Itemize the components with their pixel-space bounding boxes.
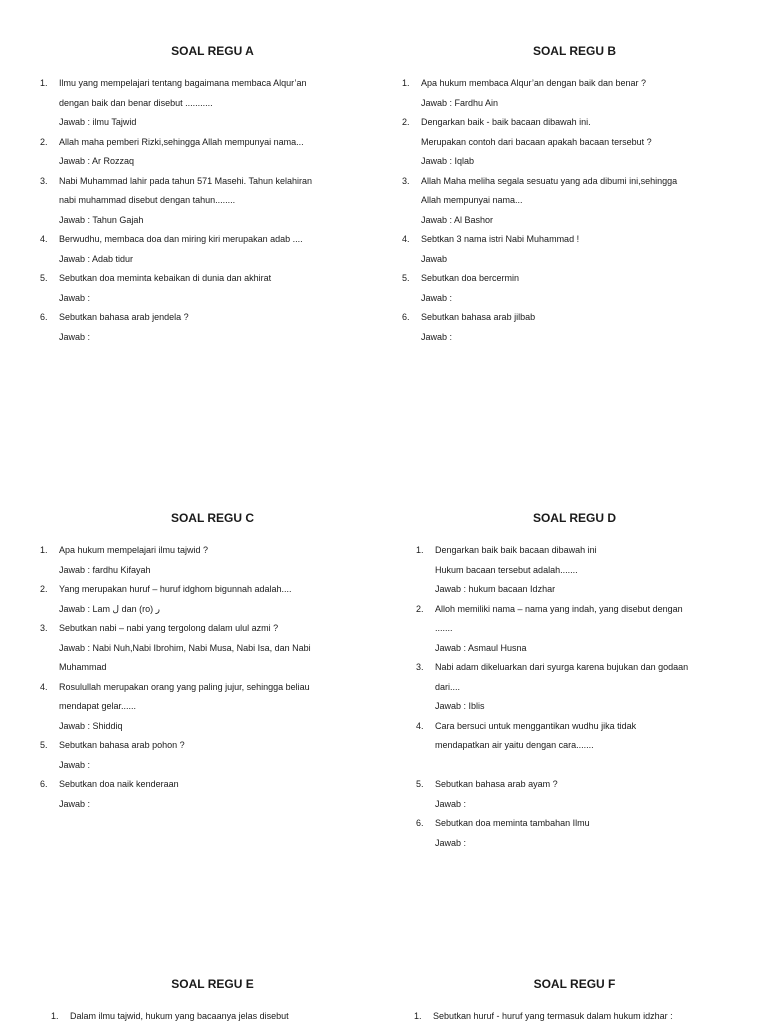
answer-line (40, 250, 385, 270)
section-title: SOAL REGU F (533, 977, 616, 991)
question-line (402, 308, 747, 328)
line-text: Jawab : (59, 292, 91, 303)
answer-line (40, 697, 385, 717)
answer-line (40, 561, 385, 581)
line-text: Allah Maha meliha segala sesuatu yang ada dibumi ini,sehingga (421, 175, 678, 186)
question-number: 4. (416, 720, 424, 731)
question-line (416, 717, 747, 737)
question-line (40, 775, 385, 795)
section-title: SOAL REGU D (532, 511, 617, 525)
question-line (40, 269, 385, 289)
question-number: 3. (40, 623, 48, 633)
line-text: Jawab : Adab tidur (59, 253, 134, 264)
question-number: 2. (40, 584, 48, 594)
answer-line (40, 94, 385, 114)
line-text: Jawab : Tahun Gajah (59, 214, 144, 225)
question-number: 1. (40, 78, 48, 88)
line-text: Jawab (421, 253, 448, 264)
line-text: Jawab : Ar Rozzaq (59, 156, 135, 166)
line-text: Ilmu yang mempelajari tentang bagaimana membaca Alqur’an (59, 78, 307, 88)
section-regu-d (402, 511, 747, 853)
question-number: 4. (40, 234, 48, 244)
line-text: Hukum bacaan tersebut adalah....... (435, 564, 578, 575)
answer-line (416, 580, 747, 600)
answer-line (416, 834, 747, 854)
line-text: Sebutkan huruf - huruf yang termasuk dalam hukum idzhar : (433, 1011, 673, 1021)
question-list (40, 541, 385, 814)
line-text: Jawab : (435, 837, 467, 848)
section-regu-b (402, 44, 747, 347)
line-text: Muhammad (59, 662, 107, 672)
line-text: Sebutkan bahasa arab jilbab (421, 312, 536, 322)
question-line (416, 600, 747, 620)
question-list (40, 74, 385, 347)
section-title: SOAL REGU C (170, 511, 255, 525)
question-number: 1. (414, 1011, 422, 1021)
answer-line (40, 600, 385, 620)
line-text: Jawab : fardhu Kifayah (59, 564, 151, 575)
line-text: Jawab : Iqlab (421, 156, 475, 166)
line-text: Jawab : Fardhu Ain (421, 97, 499, 108)
answer-line (402, 152, 747, 172)
question-number: 2. (416, 603, 424, 614)
line-text: Nabi Muhammad lahir pada tahun 571 Masehi. Tahun kelahiran (59, 175, 312, 186)
line-text: mendapatkan air yaitu dengan cara....... (435, 740, 594, 750)
question-line (416, 775, 747, 795)
question-number: 1. (51, 1011, 59, 1021)
question-number: 3. (40, 175, 48, 186)
question-line (40, 619, 385, 639)
question-line (40, 172, 385, 192)
line-text: Jawab : (59, 331, 91, 342)
question-number: 4. (40, 681, 48, 692)
answer-line (40, 328, 385, 348)
line-text: Jawab : ilmu Tajwid (59, 117, 137, 127)
answer-line (402, 250, 747, 270)
answer-line (40, 639, 385, 659)
line-text: Jawab : (435, 798, 467, 809)
question-number: 3. (416, 662, 424, 672)
line-text: Sebtkan 3 nama istri Nabi Muhammad ! (421, 234, 580, 244)
line-text: Sebutkan bahasa arab ayam ? (435, 779, 558, 789)
question-number: 4. (402, 234, 410, 244)
line-text: Dengarkan baik - baik bacaan dibawah ini. (421, 117, 591, 127)
answer-line (416, 736, 747, 756)
section-title: SOAL REGU E (171, 977, 254, 991)
line-text: Apa hukum membaca Alqur’an dengan baik dan benar ? (421, 78, 646, 88)
section-title: SOAL REGU A (171, 44, 254, 58)
question-line (40, 133, 385, 153)
line-text: Sebutkan doa meminta kebaikan di dunia dan akhirat (59, 273, 272, 283)
line-text: Yang merupakan huruf – huruf idghom bigunnah adalah.... (59, 584, 292, 594)
answer-line (40, 717, 385, 737)
question-number: 2. (40, 136, 48, 147)
question-line (402, 172, 747, 192)
question-number: 5. (40, 273, 48, 283)
answer-line (40, 152, 385, 172)
question-number: 5. (40, 740, 48, 750)
question-line (402, 74, 747, 94)
question-line (416, 658, 747, 678)
answer-line (40, 658, 385, 678)
question-number: 3. (402, 175, 410, 186)
line-text: Sebutkan doa bercermin (421, 273, 520, 283)
line-text: nabi muhammad disebut dengan tahun........ (59, 195, 236, 205)
answer-line (402, 289, 747, 309)
answer-line (40, 756, 385, 776)
section-regu-f (402, 977, 747, 1027)
question-number: 6. (416, 818, 424, 828)
line-text: Jawab : Shiddiq (59, 720, 123, 731)
line-text: Berwudhu, membaca doa dan miring kiri merupakan adab .... (59, 234, 303, 244)
section-regu-a (40, 44, 385, 347)
line-text: Alloh memiliki nama – nama yang indah, yang disebut dengan (435, 603, 683, 614)
line-text: ....... (435, 623, 453, 633)
answer-line (416, 619, 747, 639)
line-text: Jawab : Nabi Nuh,Nabi Ibrohim, Nabi Musa, Nabi Isa, dan Nabi (59, 642, 311, 653)
question-number: 2. (402, 117, 410, 127)
answer-line (416, 697, 747, 717)
question-line (40, 541, 385, 561)
question-number: 6. (40, 779, 48, 789)
line-text: Sebutkan bahasa arab jendela ? (59, 312, 189, 322)
line-text: Dengarkan baik baik bacaan dibawah ini (435, 545, 597, 555)
answer-line (40, 113, 385, 133)
line-text: Jawab : hukum bacaan Idzhar (435, 584, 556, 594)
answer-line (40, 191, 385, 211)
answer-line (40, 289, 385, 309)
line-text: Merupakan contoh dari bacaan apakah bacaan tersebut ? (421, 136, 652, 147)
line-text: Cara bersuci untuk menggantikan wudhu jika tidak (435, 720, 637, 731)
line-text: Allah mempunyai nama... (421, 195, 523, 205)
question-number: 6. (40, 312, 48, 322)
question-line (416, 541, 747, 561)
question-line (40, 736, 385, 756)
answer-line (402, 94, 747, 114)
line-text: Sebutkan doa naik kenderaan (59, 779, 179, 789)
question-number: 5. (416, 779, 424, 789)
question-line (40, 580, 385, 600)
line-text: Sebutkan bahasa arab pohon ? (59, 740, 185, 750)
line-text: Jawab : Asmaul Husna (435, 642, 527, 653)
answer-line (416, 678, 747, 698)
line-text: Jawab : Lam ل dan (ro) ر (59, 603, 160, 614)
question-number: 5. (402, 273, 410, 283)
line-text: dari.... (435, 681, 461, 692)
line-text: Rosulullah merupakan orang yang paling jujur, sehingga beliau (59, 681, 310, 692)
answer-line (416, 795, 747, 815)
section-regu-e (40, 977, 385, 1027)
line-text: Jawab : (421, 292, 453, 303)
question-number: 1. (402, 78, 410, 88)
question-line (402, 113, 747, 133)
answer-line (416, 756, 747, 776)
line-text: Jawab : Iblis (435, 701, 485, 711)
line-text: Dalam ilmu tajwid, hukum yang bacaanya jelas disebut (70, 1011, 289, 1021)
answer-line (402, 133, 747, 153)
answer-line (402, 328, 747, 348)
question-line (40, 308, 385, 328)
section-title: SOAL REGU B (532, 44, 617, 58)
line-text: Allah maha pemberi Rizki,sehingga Allah mempunyai nama... (59, 136, 304, 147)
answer-line (402, 191, 747, 211)
line-text: Nabi adam dikeluarkan dari syurga karena bujukan dan godaan (435, 662, 689, 672)
question-number: 1. (416, 545, 424, 555)
answer-line (416, 639, 747, 659)
line-text: Sebutkan nabi – nabi yang tergolong dalam ulul azmi ? (59, 623, 279, 633)
question-list (402, 541, 747, 853)
line-text: Sebutkan doa meminta tambahan Ilmu (435, 818, 590, 828)
question-line (40, 230, 385, 250)
question-line (40, 678, 385, 698)
answer-line (402, 211, 747, 231)
question-list (402, 74, 747, 347)
line-text: Jawab : Al Bashor (421, 214, 494, 225)
question-line (402, 230, 747, 250)
answer-line (40, 795, 385, 815)
question-number: 6. (402, 312, 410, 322)
question-line (416, 814, 747, 834)
question-line (40, 74, 385, 94)
section-regu-c (40, 511, 385, 814)
line-text: dengan baik dan benar disebut ........... (59, 97, 213, 108)
answer-line (416, 561, 747, 581)
answer-line (40, 211, 385, 231)
line-text: Jawab : (421, 331, 453, 342)
question-number: 1. (40, 545, 48, 555)
question-line (402, 269, 747, 289)
line-text: Jawab : (59, 759, 91, 770)
line-text: Jawab : (59, 798, 91, 809)
line-text: mendapat gelar...... (59, 701, 137, 711)
line-text: Apa hukum mempelajari ilmu tajwid ? (59, 545, 209, 555)
